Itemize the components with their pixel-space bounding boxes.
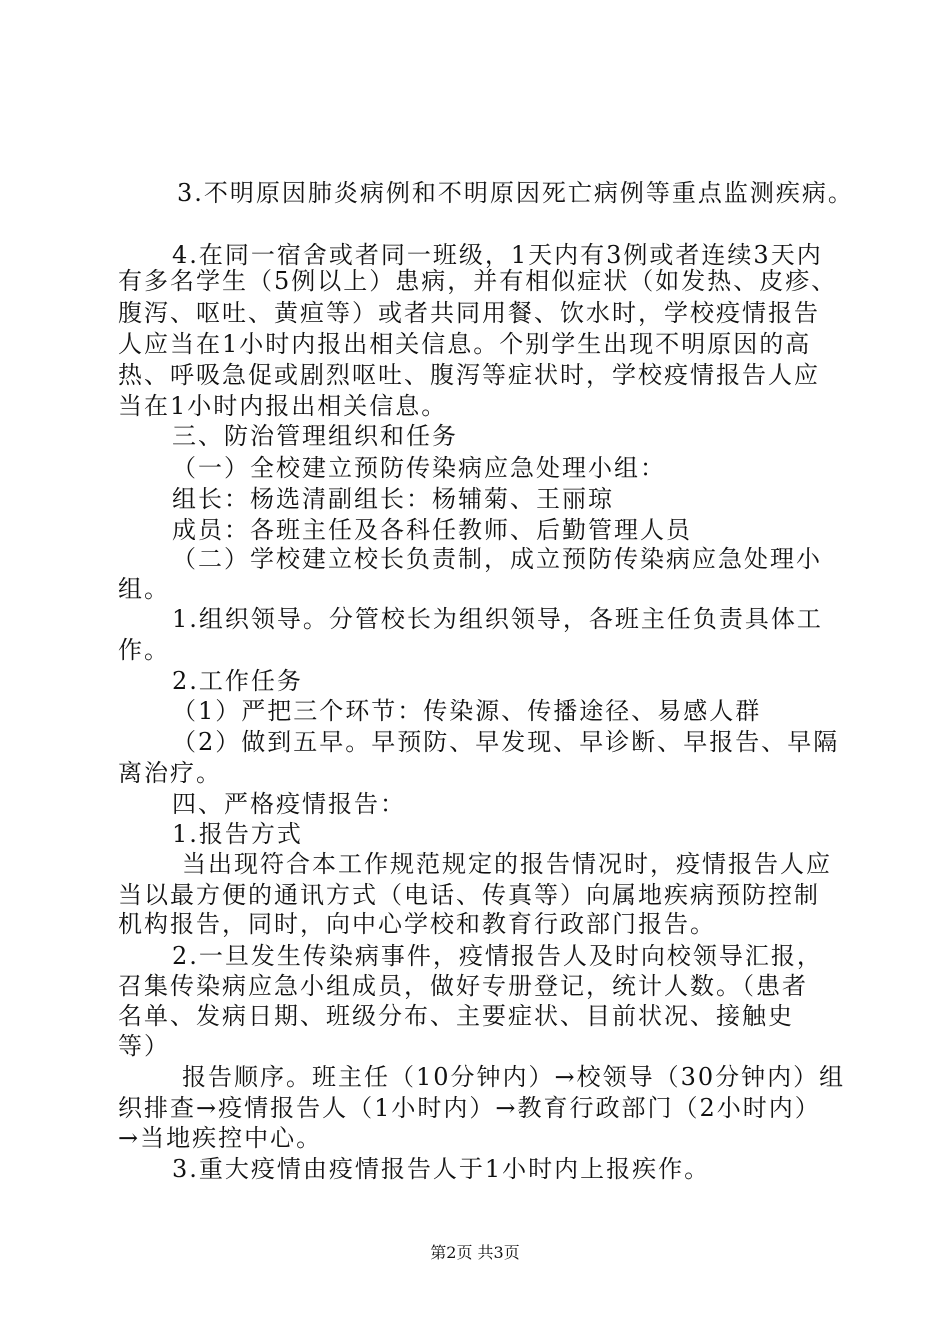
text-line: →当地疾控中心。 (118, 1124, 323, 1152)
text-line: 当在1小时内报出相关信息。 (118, 392, 448, 420)
text-line: 组。 (118, 575, 170, 603)
text-line: 离治疗。 (118, 759, 222, 787)
text-line: 热、呼吸急促或剧烈呕吐、腹泻等症状时，学校疫情报告人应 (118, 361, 820, 389)
section-heading: 三、防治管理组织和任务 (172, 422, 458, 450)
text-line: 2.一旦发生传染病事件，疫情报告人及时向校领导汇报， (172, 942, 823, 970)
text-line: 报告顺序。班主任（10分钟内）→校领导（30分钟内）组 (182, 1063, 846, 1091)
text-line: 作。 (118, 636, 170, 664)
text-line: 当出现符合本工作规范规定的报告情况时，疫情报告人应 (182, 850, 832, 878)
text-line: 4.在同一宿舍或者同一班级，1天内有3例或者连续3天内 (172, 241, 823, 269)
text-line: 机构报告，同时，向中心学校和教育行政部门报告。 (118, 910, 716, 938)
text-line: 名单、发病日期、班级分布、主要症状、目前状况、接触史 (118, 1002, 794, 1030)
section-heading: 四、严格疫情报告： (172, 790, 406, 818)
text-line: 成员：各班主任及各科任教师、后勤管理人员 (172, 516, 692, 544)
text-line: 当以最方便的通讯方式（电话、传真等）向属地疾病预防控制 (118, 881, 820, 909)
text-line: 组长：杨选清副组长：杨辅菊、王丽琼 (172, 485, 614, 513)
text-line: （1）严把三个环节：传染源、传播途径、易感人群 (172, 697, 762, 725)
text-line: （2）做到五早。早预防、早发现、早诊断、早报告、早隔 (172, 728, 840, 756)
text-line: 2.工作任务 (172, 667, 303, 695)
page-footer: 第2页 共3页 (430, 1243, 520, 1262)
text-line: 有多名学生（5例以上）患病，并有相似症状（如发热、皮疹、 (118, 267, 838, 295)
text-line: 3.重大疫情由疫情报告人于1小时内上报疾作。 (172, 1155, 711, 1183)
text-line: （二）学校建立校长负责制，成立预防传染病应急处理小 (172, 545, 822, 573)
text-line: 1.组织领导。分管校长为组织领导，各班主任负责具体工 (172, 605, 823, 633)
text-line: 织排查→疫情报告人（1小时内）→教育行政部门（2小时内） (118, 1094, 821, 1122)
text-line: 3.不明原因肺炎病例和不明原因死亡病例等重点监测疾病。 (177, 179, 854, 207)
text-line: 等） (118, 1032, 170, 1060)
text-line: 1.报告方式 (172, 820, 303, 848)
text-line: 人应当在1小时内报出相关信息。个别学生出现不明原因的高 (118, 330, 812, 358)
text-line: （一）全校建立预防传染病应急处理小组： (172, 454, 666, 482)
text-line: 腹泻、呕吐、黄疸等）或者共同用餐、饮水时，学校疫情报告 (118, 299, 820, 327)
text-line: 召集传染病应急小组成员，做好专册登记，统计人数。（患者 (118, 972, 808, 1000)
